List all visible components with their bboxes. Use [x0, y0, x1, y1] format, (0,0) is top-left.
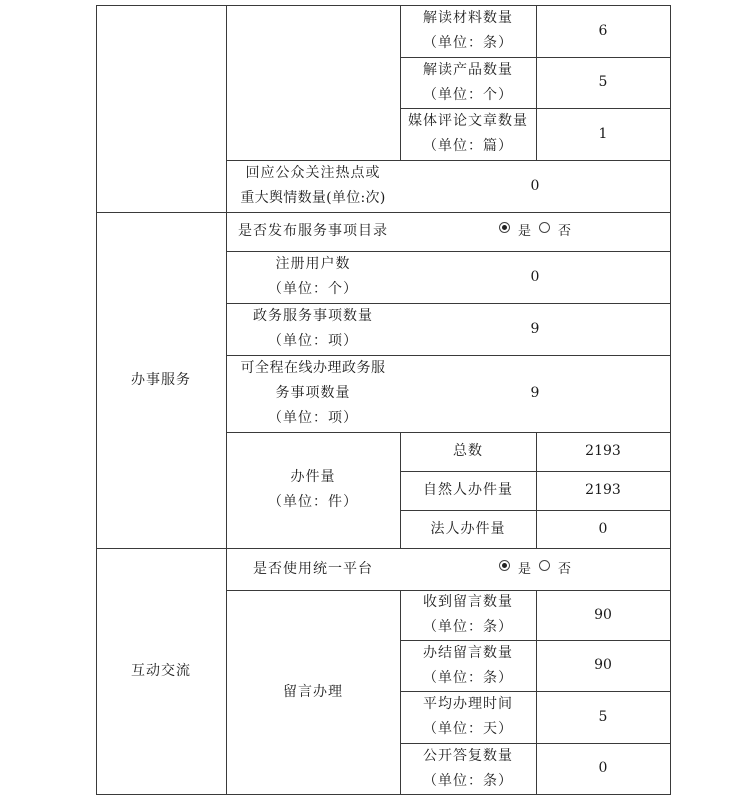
media-articles-label: 媒体评论文章数量 （单位：篇）: [408, 113, 528, 154]
messages-received-label: 收到留言数量 （单位：条）: [423, 594, 513, 635]
interpretation-materials-value: 6: [598, 22, 608, 39]
average-handling-time-value: 5: [598, 708, 608, 725]
radio-selected-icon[interactable]: [499, 222, 510, 233]
radio-option-no: 否: [558, 561, 572, 577]
service-catalog-radio-group[interactable]: [400, 212, 670, 251]
public-response-value: 0: [530, 177, 540, 194]
case-legal-entity-label: 法人办件量: [430, 520, 506, 537]
radio-unselected-icon[interactable]: [539, 560, 550, 571]
average-handling-time-label: 平均办理时间 （单位：天）: [423, 696, 513, 737]
online-service-items-value: 9: [530, 385, 540, 401]
case-volume-label: 办件量 （单位：件）: [268, 469, 358, 510]
registered-users-label: 注册用户数 （单位：个）: [268, 256, 358, 297]
unified-platform-radio-group[interactable]: [400, 548, 670, 590]
interpretation-products-label: 解读产品数量 （单位：个）: [423, 61, 513, 103]
public-replies-value: 0: [598, 760, 608, 776]
service-items-label: 政务服务事项数量 （单位：项）: [253, 308, 373, 349]
messages-closed-label: 办结留言数量 （单位：条）: [423, 644, 513, 686]
interpretation-products-value: 5: [598, 74, 608, 90]
messages-received-value: 90: [594, 606, 612, 623]
public-replies-label: 公开答复数量 （单位：条）: [423, 747, 513, 789]
radio-option-yes: 是: [517, 224, 531, 239]
case-individual-value: 2193: [585, 482, 621, 498]
radio-unselected-icon[interactable]: [539, 222, 550, 233]
messages-closed-value: 90: [594, 657, 612, 673]
section-label-interaction: 互动交流: [131, 662, 191, 679]
case-legal-entity-value: 0: [598, 520, 608, 537]
section-label-service: 办事服务: [131, 371, 191, 388]
message-handling-label: 留言办理: [283, 683, 343, 700]
table-border-right: [670, 5, 671, 795]
registered-users-value: 0: [530, 268, 540, 285]
online-service-items-label: 可全程在线办理政务服 务事项数量 （单位：项）: [240, 360, 386, 426]
interpretation-materials-label: 解读材料数量 （单位：条）: [423, 10, 513, 51]
media-articles-value: 1: [598, 125, 608, 142]
service-items-value: 9: [530, 320, 540, 337]
case-total-label: 总数: [453, 443, 483, 459]
case-total-value: 2193: [585, 443, 621, 459]
service-catalog-label: 是否发布服务事项目录: [238, 223, 388, 239]
radio-selected-icon[interactable]: [499, 560, 510, 571]
radio-option-no: 否: [558, 224, 572, 239]
public-response-label: 回应公众关注热点或 重大舆情数量(单位:次): [240, 165, 386, 206]
table-border-bottom: [96, 794, 671, 795]
case-individual-label: 自然人办件量: [423, 482, 513, 498]
unified-platform-label: 是否使用统一平台: [253, 560, 373, 577]
radio-option-yes: 是: [517, 561, 531, 577]
